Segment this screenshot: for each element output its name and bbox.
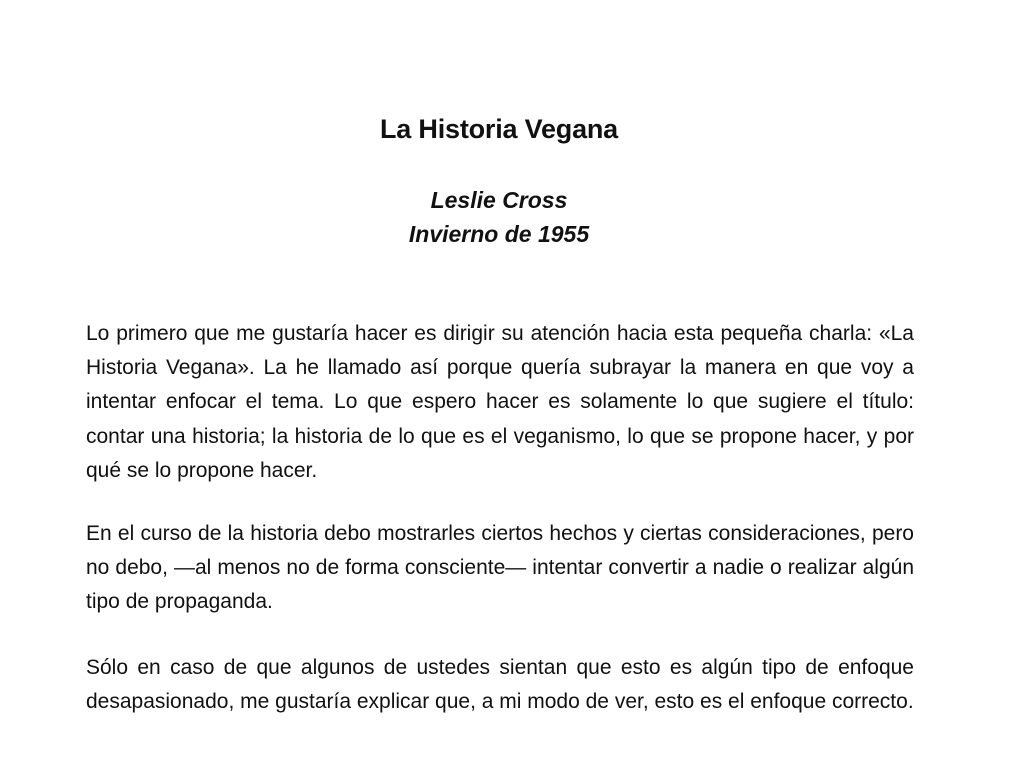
paragraph-1: Lo primero que me gustaría hacer es dirigir su atención hacia esta pequeña charla: «La Historia Vegana». La he llamado así porque quería subrayar la manera en que voy a intentar enfocar el tema. Lo que espero hacer es solamente lo que sugiere el título: contar una historia; la historia de lo que es el veganismo, lo que se propone hacer, y por qué se lo propone hacer. <box>86 322 914 482</box>
author-name: Leslie Cross <box>430 187 568 213</box>
byline <box>0 183 998 251</box>
document-title: La Historia Vegana <box>380 114 618 144</box>
paragraph-2: En el curso de la historia debo mostrarles ciertos hechos y ciertas consideraciones, pero no debo, —al menos no de forma consciente— intentar convertir a nadie o realizar algún tipo de propaganda. <box>86 522 914 614</box>
document-date: Invierno de 1955 <box>408 221 590 247</box>
paragraph-3: Sólo en caso de que algunos de ustedes sientan que esto es algún tipo de enfoque desapasionado, me gustaría explicar que, a mi modo de ver, esto es el enfoque correcto. <box>86 656 914 714</box>
